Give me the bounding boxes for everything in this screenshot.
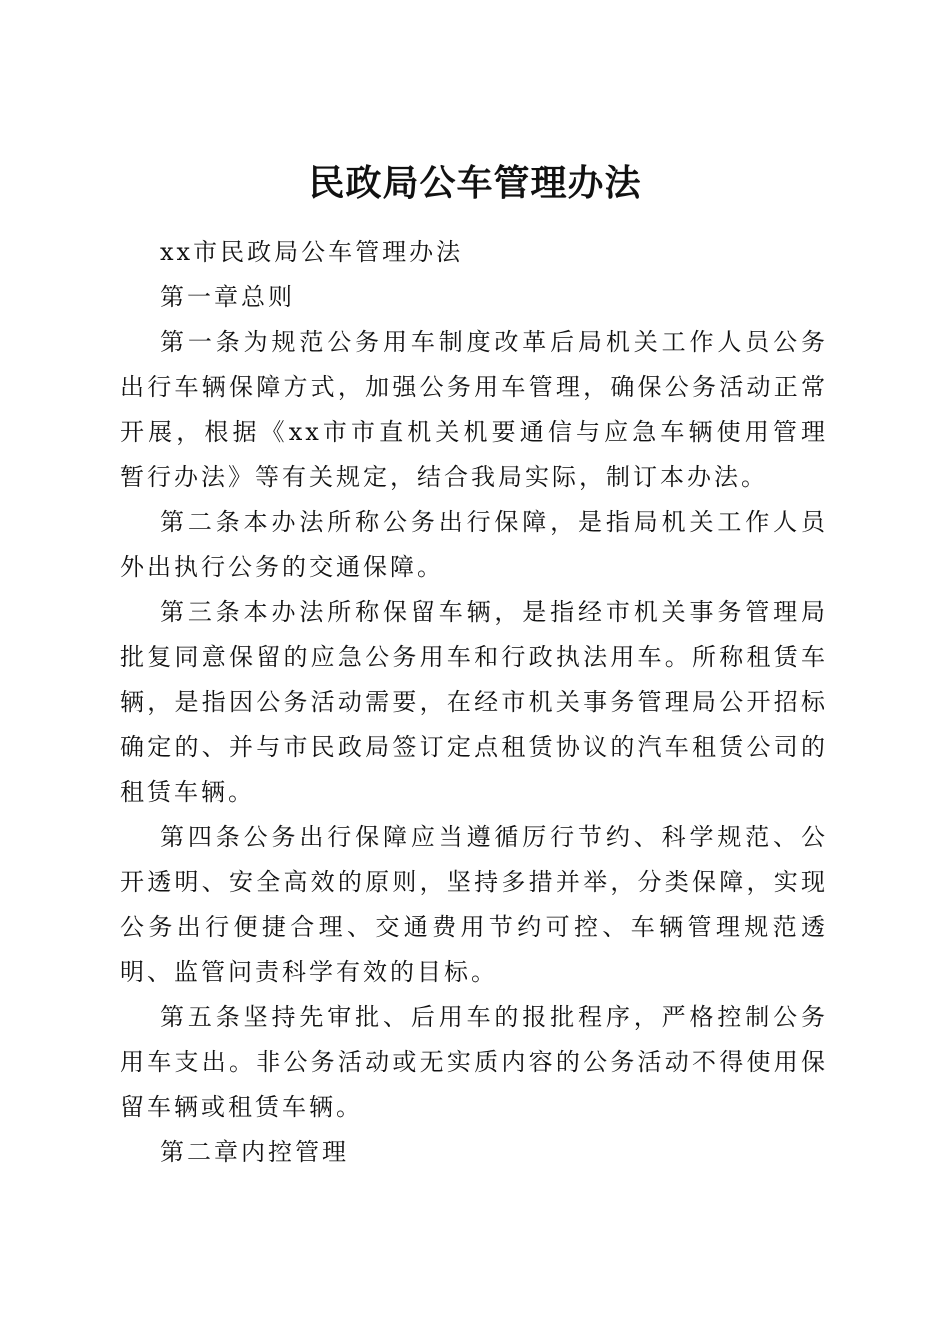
chapter-heading: 第二章内控管理 <box>160 1138 349 1166</box>
document-subtitle: xx市民政局公车管理办法 <box>160 238 464 266</box>
article-paragraph: 第二条本办法所称公务出行保障，是指局机关工作人员外出执行公务的交通保障。 <box>120 508 828 581</box>
document-title: 民政局公车管理办法 <box>308 162 642 205</box>
document-body <box>120 230 828 1175</box>
article-paragraph: 第一条为规范公务用车制度改革后局机关工作人员公务出行车辆保障方式，加强公务用车管理，确保公务活动正常开展，根据《xx市市直机关机要通信与应急车辆使用管理暂行办法》等有关规定，结合我局实际，制订本办法。 <box>120 328 828 491</box>
article-paragraph: 第三条本办法所称保留车辆，是指经市机关事务管理局批复同意保留的应急公务用车和行政执法用车。所称租赁车辆，是指因公务活动需要，在经市机关事务管理局公开招标确定的、并与市民政局签订定点租赁协议的汽车租赁公司的租赁车辆。 <box>120 598 828 806</box>
article-paragraph: 第四条公务出行保障应当遵循厉行节约、科学规范、公开透明、安全高效的原则，坚持多措并举，分类保障，实现公务出行便捷合理、交通费用节约可控、车辆管理规范透明、监管问责科学有效的目标。 <box>120 823 828 986</box>
chapter-heading: 第一章总则 <box>160 283 295 311</box>
article-paragraph: 第五条坚持先审批、后用车的报批程序，严格控制公务用车支出。非公务活动或无实质内容的公务活动不得使用保留车辆或租赁车辆。 <box>120 1003 828 1121</box>
